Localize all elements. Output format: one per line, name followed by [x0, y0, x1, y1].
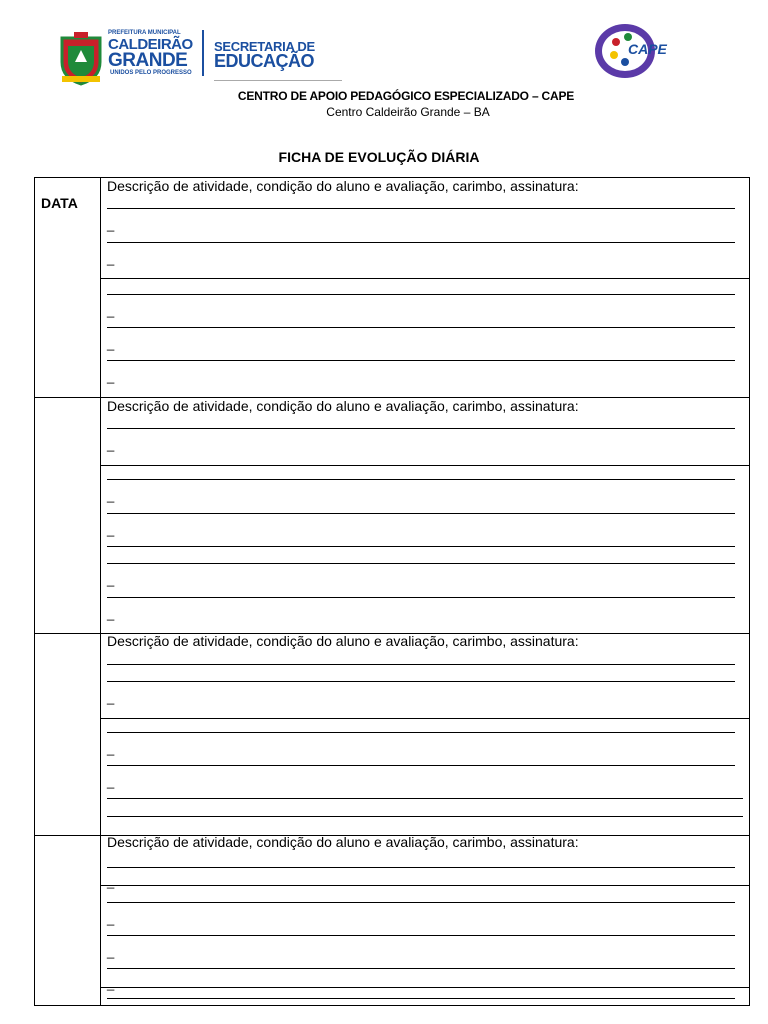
line-end-dash: _ — [107, 874, 115, 889]
line-end-dash: _ — [107, 944, 115, 959]
institution-location: Centro Caldeirão Grande – BA — [326, 105, 490, 119]
line-end-dash: _ — [107, 303, 115, 318]
line-end-dash: _ — [107, 336, 115, 351]
line-end-dash: _ — [107, 217, 115, 232]
secretaria-line1: SECRETARIA DE — [214, 39, 315, 54]
cape-wordmark: CAPE — [628, 41, 667, 57]
writing-line — [107, 816, 743, 817]
logo-underline — [214, 80, 342, 81]
city-name-line1: CALDEIRÃO — [108, 36, 193, 53]
date-column-divider — [100, 178, 101, 1005]
writing-line — [107, 681, 735, 682]
writing-line — [107, 998, 735, 999]
line-end-dash: _ — [107, 606, 115, 621]
writing-line — [107, 479, 735, 480]
city-name-line2: GRANDE — [108, 50, 188, 71]
writing-line — [107, 563, 735, 564]
writing-line — [107, 732, 735, 733]
writing-line — [107, 327, 735, 328]
writing-line — [107, 513, 735, 514]
writing-line — [107, 867, 735, 868]
city-slogan: UNIDOS PELO PROGRESSO — [110, 70, 192, 76]
row4-sub-divider-2 — [100, 987, 749, 988]
cape-logo — [592, 22, 674, 82]
line-end-dash: _ — [107, 251, 115, 266]
writing-line — [107, 664, 735, 665]
line-end-dash: _ — [107, 572, 115, 587]
writing-line — [107, 935, 735, 936]
date-header: DATA — [41, 195, 78, 211]
writing-line — [107, 597, 735, 598]
line-end-dash: _ — [107, 522, 115, 537]
evolution-table — [34, 177, 750, 1006]
writing-line — [107, 360, 735, 361]
institution-name: CENTRO DE APOIO PEDAGÓGICO ESPECIALIZADO – CAPE — [237, 89, 575, 103]
writing-line — [107, 968, 735, 969]
row1-sub-divider — [100, 278, 749, 279]
writing-line — [107, 765, 735, 766]
writing-line — [107, 798, 743, 799]
line-end-dash: _ — [107, 911, 115, 926]
writing-line — [107, 242, 735, 243]
description-label: Descrição de atividade, condição do aluno e avaliação, carimbo, assinatura: — [107, 398, 579, 414]
line-end-dash: _ — [107, 690, 115, 705]
description-label: Descrição de atividade, condição do aluno e avaliação, carimbo, assinatura: — [107, 834, 579, 850]
line-end-dash: _ — [107, 741, 115, 756]
line-end-dash: _ — [107, 437, 115, 452]
page-title: FICHA DE EVOLUÇÃO DIÁRIA — [278, 149, 480, 165]
description-label: Descrição de atividade, condição do aluno e avaliação, carimbo, assinatura: — [107, 633, 579, 649]
writing-line — [107, 428, 735, 429]
line-end-dash: _ — [107, 774, 115, 789]
logo-divider — [202, 30, 204, 76]
writing-line — [107, 294, 735, 295]
row2-sub-divider — [100, 465, 749, 466]
writing-line — [107, 546, 735, 547]
line-end-dash: _ — [107, 976, 115, 991]
row3-sub-divider — [100, 718, 749, 719]
prefeitura-logo — [58, 28, 348, 88]
writing-line — [107, 902, 735, 903]
writing-line — [107, 208, 735, 209]
prefeitura-label: PREFEITURA MUNICIPAL — [108, 30, 181, 36]
secretaria-line2: EDUCAÇÃO — [214, 51, 315, 71]
row4-sub-divider — [100, 885, 749, 886]
line-end-dash: _ — [107, 488, 115, 503]
description-label: Descrição de atividade, condição do aluno e avaliação, carimbo, assinatura: — [107, 178, 579, 194]
line-end-dash: _ — [107, 369, 115, 384]
